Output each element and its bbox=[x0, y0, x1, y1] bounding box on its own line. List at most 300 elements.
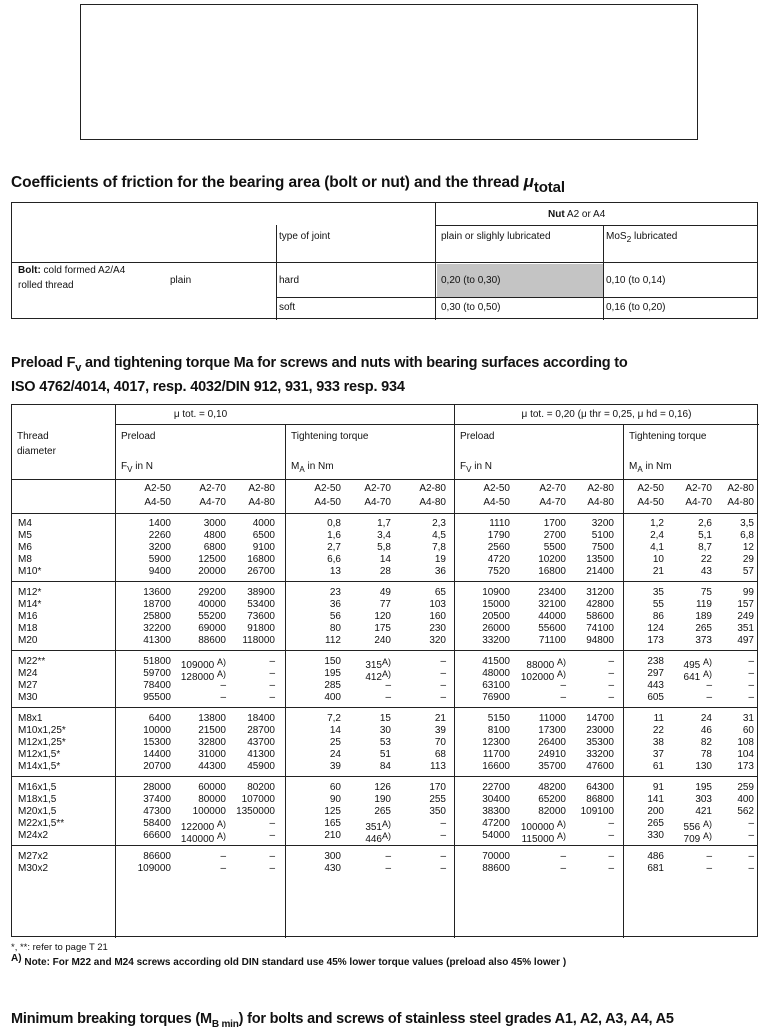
table-cell: 285 bbox=[324, 680, 341, 691]
table-cell: 30 bbox=[379, 725, 391, 736]
table-cell: 26400 bbox=[538, 737, 566, 748]
thread-diameter: M24x2 bbox=[18, 830, 49, 841]
table-cell: 6,8 bbox=[740, 530, 754, 541]
table-cell: 70 bbox=[434, 737, 446, 748]
table-cell: 11 bbox=[653, 713, 664, 724]
grade-header-top: A2-80 bbox=[248, 483, 275, 494]
table-cell: 84 bbox=[379, 761, 391, 772]
thread-diameter: M8x1 bbox=[18, 713, 43, 724]
table-cell: – bbox=[385, 680, 391, 691]
table-cell: 13800 bbox=[198, 713, 226, 724]
grade-header-top: A2-80 bbox=[587, 483, 614, 494]
table-cell: 350 bbox=[429, 806, 446, 817]
table-cell: 21 bbox=[434, 713, 446, 724]
table-cell: 44300 bbox=[198, 761, 226, 772]
table-cell: 175 bbox=[374, 623, 391, 634]
friction-heading: Coefficients of friction for the bearing area (bolt or nut) and the thread $\mu_{total}$ bbox=[11, 172, 565, 196]
table-cell: 47600 bbox=[586, 761, 614, 772]
table-cell: 255 bbox=[429, 794, 446, 805]
table-cell: 400 bbox=[324, 692, 341, 703]
table-cell: 24910 bbox=[538, 749, 566, 760]
grade-header-bottom: A4-80 bbox=[727, 497, 754, 508]
table-cell: 119 bbox=[696, 599, 712, 610]
table-cell: 26700 bbox=[247, 566, 275, 577]
table-cell: 16600 bbox=[482, 761, 510, 772]
table-cell: 78400 bbox=[143, 680, 171, 691]
table-cell: 36 bbox=[329, 599, 341, 610]
table-cell: – bbox=[608, 656, 614, 667]
table-cell: 32200 bbox=[143, 623, 171, 634]
grade-header-top: A2-70 bbox=[364, 483, 391, 494]
table-cell: 1790 bbox=[487, 530, 510, 541]
table-cell: 94800 bbox=[586, 635, 614, 646]
table-cell: 3200 bbox=[591, 518, 614, 529]
table-cell: 31200 bbox=[586, 587, 614, 598]
table-cell: 4,1 bbox=[650, 542, 664, 553]
table-cell: 10 bbox=[652, 554, 664, 565]
table-cell: 497 bbox=[737, 635, 754, 646]
table-cell: 78 bbox=[700, 749, 712, 760]
table-cell: 124 bbox=[647, 623, 664, 634]
table-cell: 12300 bbox=[482, 737, 510, 748]
plain-label: plain bbox=[170, 275, 192, 286]
table-cell: 259 bbox=[737, 782, 754, 793]
table-cell: 14 bbox=[379, 554, 391, 565]
table-cell: 60 bbox=[329, 782, 341, 793]
table-cell: 48200 bbox=[538, 782, 566, 793]
group-divider bbox=[12, 707, 758, 708]
table-cell: 4800 bbox=[203, 530, 226, 541]
table-cell: 5100 bbox=[591, 530, 614, 541]
table-cell: – bbox=[748, 668, 754, 679]
table-cell: 82 bbox=[700, 737, 712, 748]
table-cell: $315^{A)}$ bbox=[365, 657, 391, 671]
thread-diameter: M16 bbox=[18, 611, 38, 622]
table-cell: 15300 bbox=[143, 737, 171, 748]
torque-label-1: Tightening torque bbox=[291, 431, 369, 442]
table-cell: 125 bbox=[324, 806, 341, 817]
table-cell: 115000 $^{A)}$ bbox=[521, 831, 566, 845]
table-cell: 64300 bbox=[586, 782, 614, 793]
table-cell: 14700 bbox=[586, 713, 614, 724]
table-cell: 18400 bbox=[247, 713, 275, 724]
table-cell: 73600 bbox=[247, 611, 275, 622]
table-cell: 10200 bbox=[538, 554, 566, 565]
table-cell: 0,8 bbox=[327, 518, 341, 529]
table-cell: 109100 bbox=[580, 806, 614, 817]
table-cell: 107000 bbox=[241, 794, 275, 805]
table-cell: 126 bbox=[374, 782, 391, 793]
table-cell: 35 bbox=[652, 587, 664, 598]
table-cell: – bbox=[385, 692, 391, 703]
table-cell: 373 bbox=[695, 635, 712, 646]
table-cell: 47200 bbox=[482, 818, 510, 829]
thread-diameter: M18x1,5 bbox=[18, 794, 57, 805]
table-cell: 7,8 bbox=[432, 542, 446, 553]
table-cell: 68 bbox=[434, 749, 446, 760]
table-cell: 351 bbox=[737, 623, 754, 634]
table-cell: 35300 bbox=[586, 737, 614, 748]
grade-header-bottom: A4-70 bbox=[539, 497, 566, 508]
table-cell: 28000 bbox=[143, 782, 171, 793]
mu-010-header: μ tot. = 0,10 bbox=[173, 409, 228, 420]
table-cell: 7500 bbox=[591, 542, 614, 553]
table-cell: 130 bbox=[695, 761, 712, 772]
table-cell: – bbox=[748, 830, 754, 841]
table-cell: 82000 bbox=[538, 806, 566, 817]
preload-table bbox=[11, 404, 758, 937]
mu-020-header: μ tot. = 0,20 (μ thr = 0,25, μ hd = 0,16) bbox=[521, 409, 692, 420]
table-cell: 15000 bbox=[482, 599, 510, 610]
table-cell: 2560 bbox=[487, 542, 510, 553]
table-cell: 14400 bbox=[143, 749, 171, 760]
table-cell: 41300 bbox=[143, 635, 171, 646]
table-cell: 36 bbox=[434, 566, 446, 577]
table-cell: 28 bbox=[379, 566, 391, 577]
table-cell: $351^{A)}$ bbox=[365, 819, 391, 833]
table-cell: 80200 bbox=[247, 782, 275, 793]
soft-mos2-value: 0,16 (to 0,20) bbox=[606, 302, 666, 313]
grade-header-bottom: A4-50 bbox=[314, 497, 341, 508]
table-cell: 13 bbox=[329, 566, 341, 577]
bolt-label: Bolt: cold formed A2/A4 bbox=[18, 265, 126, 276]
table-cell: 160 bbox=[429, 611, 446, 622]
table-cell: 58600 bbox=[586, 611, 614, 622]
table-cell: 1110 bbox=[489, 518, 510, 529]
table-cell: 5,1 bbox=[698, 530, 712, 541]
soft-label: soft bbox=[279, 302, 296, 313]
table-cell: 75 bbox=[700, 587, 712, 598]
table-cell: – bbox=[269, 668, 275, 679]
thread-diameter: M10* bbox=[18, 566, 42, 577]
table-cell: 9100 bbox=[252, 542, 275, 553]
table-cell: 90 bbox=[329, 794, 341, 805]
table-cell: 17300 bbox=[538, 725, 566, 736]
table-cell: 2,6 bbox=[698, 518, 712, 529]
grade-header-top: A2-80 bbox=[419, 483, 446, 494]
table-cell: 43 bbox=[700, 566, 712, 577]
group-divider bbox=[12, 845, 758, 846]
fv-unit-1: $F_V$ in N bbox=[121, 461, 154, 474]
preload-heading: Preload $F_v$ and tightening torque Ma for screws and nuts with bearing surfaces according to ISO 4762/4014, 4017, resp. 4032/DIN 912, 931, 933 resp. 934 bbox=[11, 355, 628, 395]
table-cell: 40000 bbox=[198, 599, 226, 610]
table-cell: 51 bbox=[379, 749, 391, 760]
table-cell: 95500 bbox=[143, 692, 171, 703]
table-cell: 91800 bbox=[247, 623, 275, 634]
table-cell: 7520 bbox=[487, 566, 510, 577]
table-cell: 265 bbox=[695, 623, 712, 634]
table-cell: 30400 bbox=[482, 794, 510, 805]
table-cell: 42800 bbox=[586, 599, 614, 610]
table-cell: 140000 $^{A)}$ bbox=[180, 831, 226, 845]
grade-header-top: A2-70 bbox=[539, 483, 566, 494]
table-cell: 18700 bbox=[143, 599, 171, 610]
grade-header-top: A2-80 bbox=[727, 483, 754, 494]
table-cell: 100000 $^{A)}$ bbox=[520, 819, 566, 833]
table-cell: 300 bbox=[324, 851, 341, 862]
table-cell: 54000 bbox=[482, 830, 510, 841]
table-cell: – bbox=[748, 692, 754, 703]
table-cell: 556 $^{A)}$ bbox=[683, 819, 712, 833]
table-cell: – bbox=[706, 851, 712, 862]
table-cell: 128000 $^{A)}$ bbox=[180, 669, 226, 683]
grade-header-top: A2-70 bbox=[685, 483, 712, 494]
table-cell: – bbox=[608, 830, 614, 841]
table-cell: – bbox=[608, 680, 614, 691]
thread-diameter: M16x1,5 bbox=[18, 782, 57, 793]
table-cell: 109000 $^{A)}$ bbox=[180, 657, 226, 671]
table-cell: 48000 bbox=[482, 668, 510, 679]
grade-header-bottom: A4-50 bbox=[637, 497, 664, 508]
thread-diameter: M22x1,5** bbox=[18, 818, 65, 829]
thread-diameter: M5 bbox=[18, 530, 32, 541]
table-cell: 5500 bbox=[543, 542, 566, 553]
table-cell: 14 bbox=[329, 725, 341, 736]
table-cell: 7,2 bbox=[327, 713, 341, 724]
table-cell: 3200 bbox=[148, 542, 171, 553]
table-cell: 1,6 bbox=[327, 530, 341, 541]
table-cell: 39 bbox=[329, 761, 341, 772]
table-cell: 1350000 bbox=[236, 806, 275, 817]
preload-label-2: Preload bbox=[460, 431, 495, 442]
table-cell: – bbox=[748, 851, 754, 862]
table-cell: 443 bbox=[647, 680, 664, 691]
table-cell: 4720 bbox=[487, 554, 510, 565]
table-cell: – bbox=[385, 863, 391, 874]
table-cell: 55600 bbox=[538, 623, 566, 634]
table-cell: 23400 bbox=[538, 587, 566, 598]
table-cell: 100000 bbox=[192, 806, 226, 817]
table-cell: 5150 bbox=[487, 713, 510, 724]
table-cell: 141 bbox=[647, 794, 664, 805]
grade-header-bottom: A4-80 bbox=[587, 497, 614, 508]
table-cell: 2,3 bbox=[432, 518, 446, 529]
table-cell: 109000 bbox=[137, 863, 171, 874]
table-cell: – bbox=[220, 680, 226, 691]
table-cell: 430 bbox=[324, 863, 341, 874]
table-cell: 1700 bbox=[543, 518, 566, 529]
table-cell: 21 bbox=[652, 566, 664, 577]
table-cell: 37 bbox=[652, 749, 664, 760]
table-cell: 31000 bbox=[198, 749, 226, 760]
table-cell: 265 bbox=[374, 806, 391, 817]
table-cell: 71100 bbox=[538, 635, 566, 646]
table-cell: 3000 bbox=[203, 518, 226, 529]
table-cell: 65200 bbox=[538, 794, 566, 805]
grade-header-bottom: A4-80 bbox=[248, 497, 275, 508]
table-cell: 44000 bbox=[538, 611, 566, 622]
table-cell: 86 bbox=[652, 611, 664, 622]
grade-header-bottom: A4-70 bbox=[199, 497, 226, 508]
table-cell: – bbox=[269, 818, 275, 829]
table-cell: 37400 bbox=[143, 794, 171, 805]
table-cell: 297 bbox=[647, 668, 664, 679]
thread-diameter: M30x2 bbox=[18, 863, 49, 874]
table-cell: 495 $^{A)}$ bbox=[683, 657, 712, 671]
friction-table bbox=[11, 202, 758, 319]
thread-diameter: M27 bbox=[18, 680, 38, 691]
table-cell: – bbox=[220, 863, 226, 874]
table-cell: $412^{A)}$ bbox=[365, 669, 391, 683]
table-cell: 102000 $^{A)}$ bbox=[520, 669, 566, 683]
table-cell: 53400 bbox=[247, 599, 275, 610]
table-cell: – bbox=[608, 851, 614, 862]
table-cell: – bbox=[269, 830, 275, 841]
table-cell: 10000 bbox=[143, 725, 171, 736]
table-cell: 56 bbox=[329, 611, 341, 622]
thread-diameter: M6 bbox=[18, 542, 32, 553]
table-cell: 320 bbox=[429, 635, 446, 646]
table-cell: 88000 $^{A)}$ bbox=[526, 657, 566, 671]
table-cell: 35700 bbox=[538, 761, 566, 772]
table-cell: – bbox=[440, 668, 446, 679]
table-cell: 49 bbox=[379, 587, 391, 598]
thread-diameter: M20x1,5 bbox=[18, 806, 57, 817]
table-cell: 120 bbox=[374, 611, 391, 622]
table-cell: 108 bbox=[737, 737, 754, 748]
table-cell: 45900 bbox=[247, 761, 275, 772]
thread-diameter: M8 bbox=[18, 554, 32, 565]
table-cell: 38900 bbox=[247, 587, 275, 598]
table-cell: – bbox=[269, 692, 275, 703]
table-cell: – bbox=[706, 692, 712, 703]
thread-diameter: M22** bbox=[18, 656, 46, 667]
table-cell: 53 bbox=[379, 737, 391, 748]
thread-label: Thread bbox=[17, 431, 49, 442]
table-cell: – bbox=[440, 863, 446, 874]
table-cell: – bbox=[560, 680, 566, 691]
ma-unit-2: $M_A$ in Nm bbox=[629, 461, 672, 474]
table-cell: 3,5 bbox=[740, 518, 754, 529]
table-cell: 24 bbox=[329, 749, 341, 760]
grade-header-bottom: A4-50 bbox=[483, 497, 510, 508]
table-cell: 104 bbox=[737, 749, 754, 760]
table-cell: – bbox=[440, 851, 446, 862]
table-cell: 200 bbox=[647, 806, 664, 817]
table-cell: $446^{A)}$ bbox=[365, 831, 391, 845]
table-cell: 15 bbox=[379, 713, 391, 724]
group-divider bbox=[12, 776, 758, 777]
ma-unit-1: $M_A$ in Nm bbox=[291, 461, 334, 474]
table-cell: 265 bbox=[647, 818, 664, 829]
table-cell: – bbox=[560, 863, 566, 874]
table-cell: 173 bbox=[647, 635, 664, 646]
table-cell: 400 bbox=[737, 794, 754, 805]
footnote-a: $^{A)}$ Note: For M22 and M24 screws according old DIN standard use 45% lower torque values (preload also 45% lower ) bbox=[11, 953, 567, 968]
table-cell: 11000 bbox=[538, 713, 566, 724]
table-cell: 32800 bbox=[198, 737, 226, 748]
thread-diameter: M12x1,25* bbox=[18, 737, 66, 748]
table-cell: – bbox=[608, 668, 614, 679]
table-cell: – bbox=[440, 656, 446, 667]
group-divider bbox=[12, 581, 758, 582]
table-cell: 103 bbox=[429, 599, 446, 610]
thread-diameter: M30 bbox=[18, 692, 38, 703]
table-cell: 605 bbox=[647, 692, 664, 703]
table-cell: 22 bbox=[700, 554, 712, 565]
grade-header-bottom: A4-80 bbox=[419, 497, 446, 508]
thread-diameter: M12* bbox=[18, 587, 42, 598]
thread-diameter: M24 bbox=[18, 668, 38, 679]
table-cell: 11700 bbox=[482, 749, 510, 760]
table-cell: 46 bbox=[700, 725, 712, 736]
table-cell: 29 bbox=[742, 554, 754, 565]
table-cell: 303 bbox=[695, 794, 712, 805]
table-cell: 150 bbox=[324, 656, 341, 667]
table-cell: 88600 bbox=[198, 635, 226, 646]
table-cell: 20000 bbox=[198, 566, 226, 577]
table-cell: 8,7 bbox=[698, 542, 712, 553]
table-cell: 118000 bbox=[242, 635, 275, 646]
table-cell: 77 bbox=[379, 599, 391, 610]
table-cell: 3,4 bbox=[377, 530, 391, 541]
table-cell: 41500 bbox=[482, 656, 510, 667]
table-cell: – bbox=[608, 692, 614, 703]
table-cell: – bbox=[220, 692, 226, 703]
table-cell: 562 bbox=[737, 806, 754, 817]
table-cell: 91 bbox=[652, 782, 664, 793]
table-cell: 60 bbox=[742, 725, 754, 736]
table-cell: 6,6 bbox=[327, 554, 341, 565]
table-cell: – bbox=[269, 851, 275, 862]
table-cell: 88600 bbox=[482, 863, 510, 874]
table-cell: – bbox=[748, 818, 754, 829]
table-cell: 2260 bbox=[148, 530, 171, 541]
hard-plain-value: 0,20 (to 0,30) bbox=[441, 275, 501, 286]
table-cell: 58400 bbox=[143, 818, 171, 829]
table-cell: 189 bbox=[695, 611, 712, 622]
table-cell: 33200 bbox=[586, 749, 614, 760]
table-cell: 13500 bbox=[586, 554, 614, 565]
thread-diameter: M18 bbox=[18, 623, 38, 634]
table-cell: 23000 bbox=[586, 725, 614, 736]
soft-plain-value: 0,30 (to 0,50) bbox=[441, 302, 501, 313]
table-cell: 29200 bbox=[198, 587, 226, 598]
table-cell: 6500 bbox=[252, 530, 275, 541]
diameter-label: diameter bbox=[17, 446, 56, 457]
mos2-header: MoS$_2$ lubricated bbox=[606, 231, 678, 244]
table-cell: 6800 bbox=[203, 542, 226, 553]
table-cell: 486 bbox=[647, 851, 664, 862]
table-cell: 230 bbox=[429, 623, 446, 634]
table-cell: 157 bbox=[737, 599, 754, 610]
table-cell: – bbox=[748, 863, 754, 874]
thread-diameter: M14* bbox=[18, 599, 42, 610]
table-cell: 23 bbox=[329, 587, 341, 598]
table-cell: 80 bbox=[329, 623, 341, 634]
table-cell: 240 bbox=[374, 635, 391, 646]
table-cell: 641 $^{A)}$ bbox=[683, 669, 712, 683]
table-cell: 26000 bbox=[482, 623, 510, 634]
table-cell: 22700 bbox=[482, 782, 510, 793]
table-cell: 55 bbox=[652, 599, 664, 610]
table-cell: 21500 bbox=[198, 725, 226, 736]
table-cell: 195 bbox=[695, 782, 712, 793]
table-cell: 210 bbox=[324, 830, 341, 841]
preload-label-1: Preload bbox=[121, 431, 156, 442]
table-cell: 16800 bbox=[247, 554, 275, 565]
table-cell: 22 bbox=[652, 725, 664, 736]
table-cell: 60000 bbox=[198, 782, 226, 793]
thread-diameter: M14x1,5* bbox=[18, 761, 61, 772]
table-cell: 80000 bbox=[198, 794, 226, 805]
table-cell: 8100 bbox=[487, 725, 510, 736]
table-cell: 70000 bbox=[482, 851, 510, 862]
table-cell: 86600 bbox=[143, 851, 171, 862]
table-cell: 681 bbox=[647, 863, 664, 874]
table-cell: 421 bbox=[695, 806, 712, 817]
group-divider bbox=[12, 650, 758, 651]
